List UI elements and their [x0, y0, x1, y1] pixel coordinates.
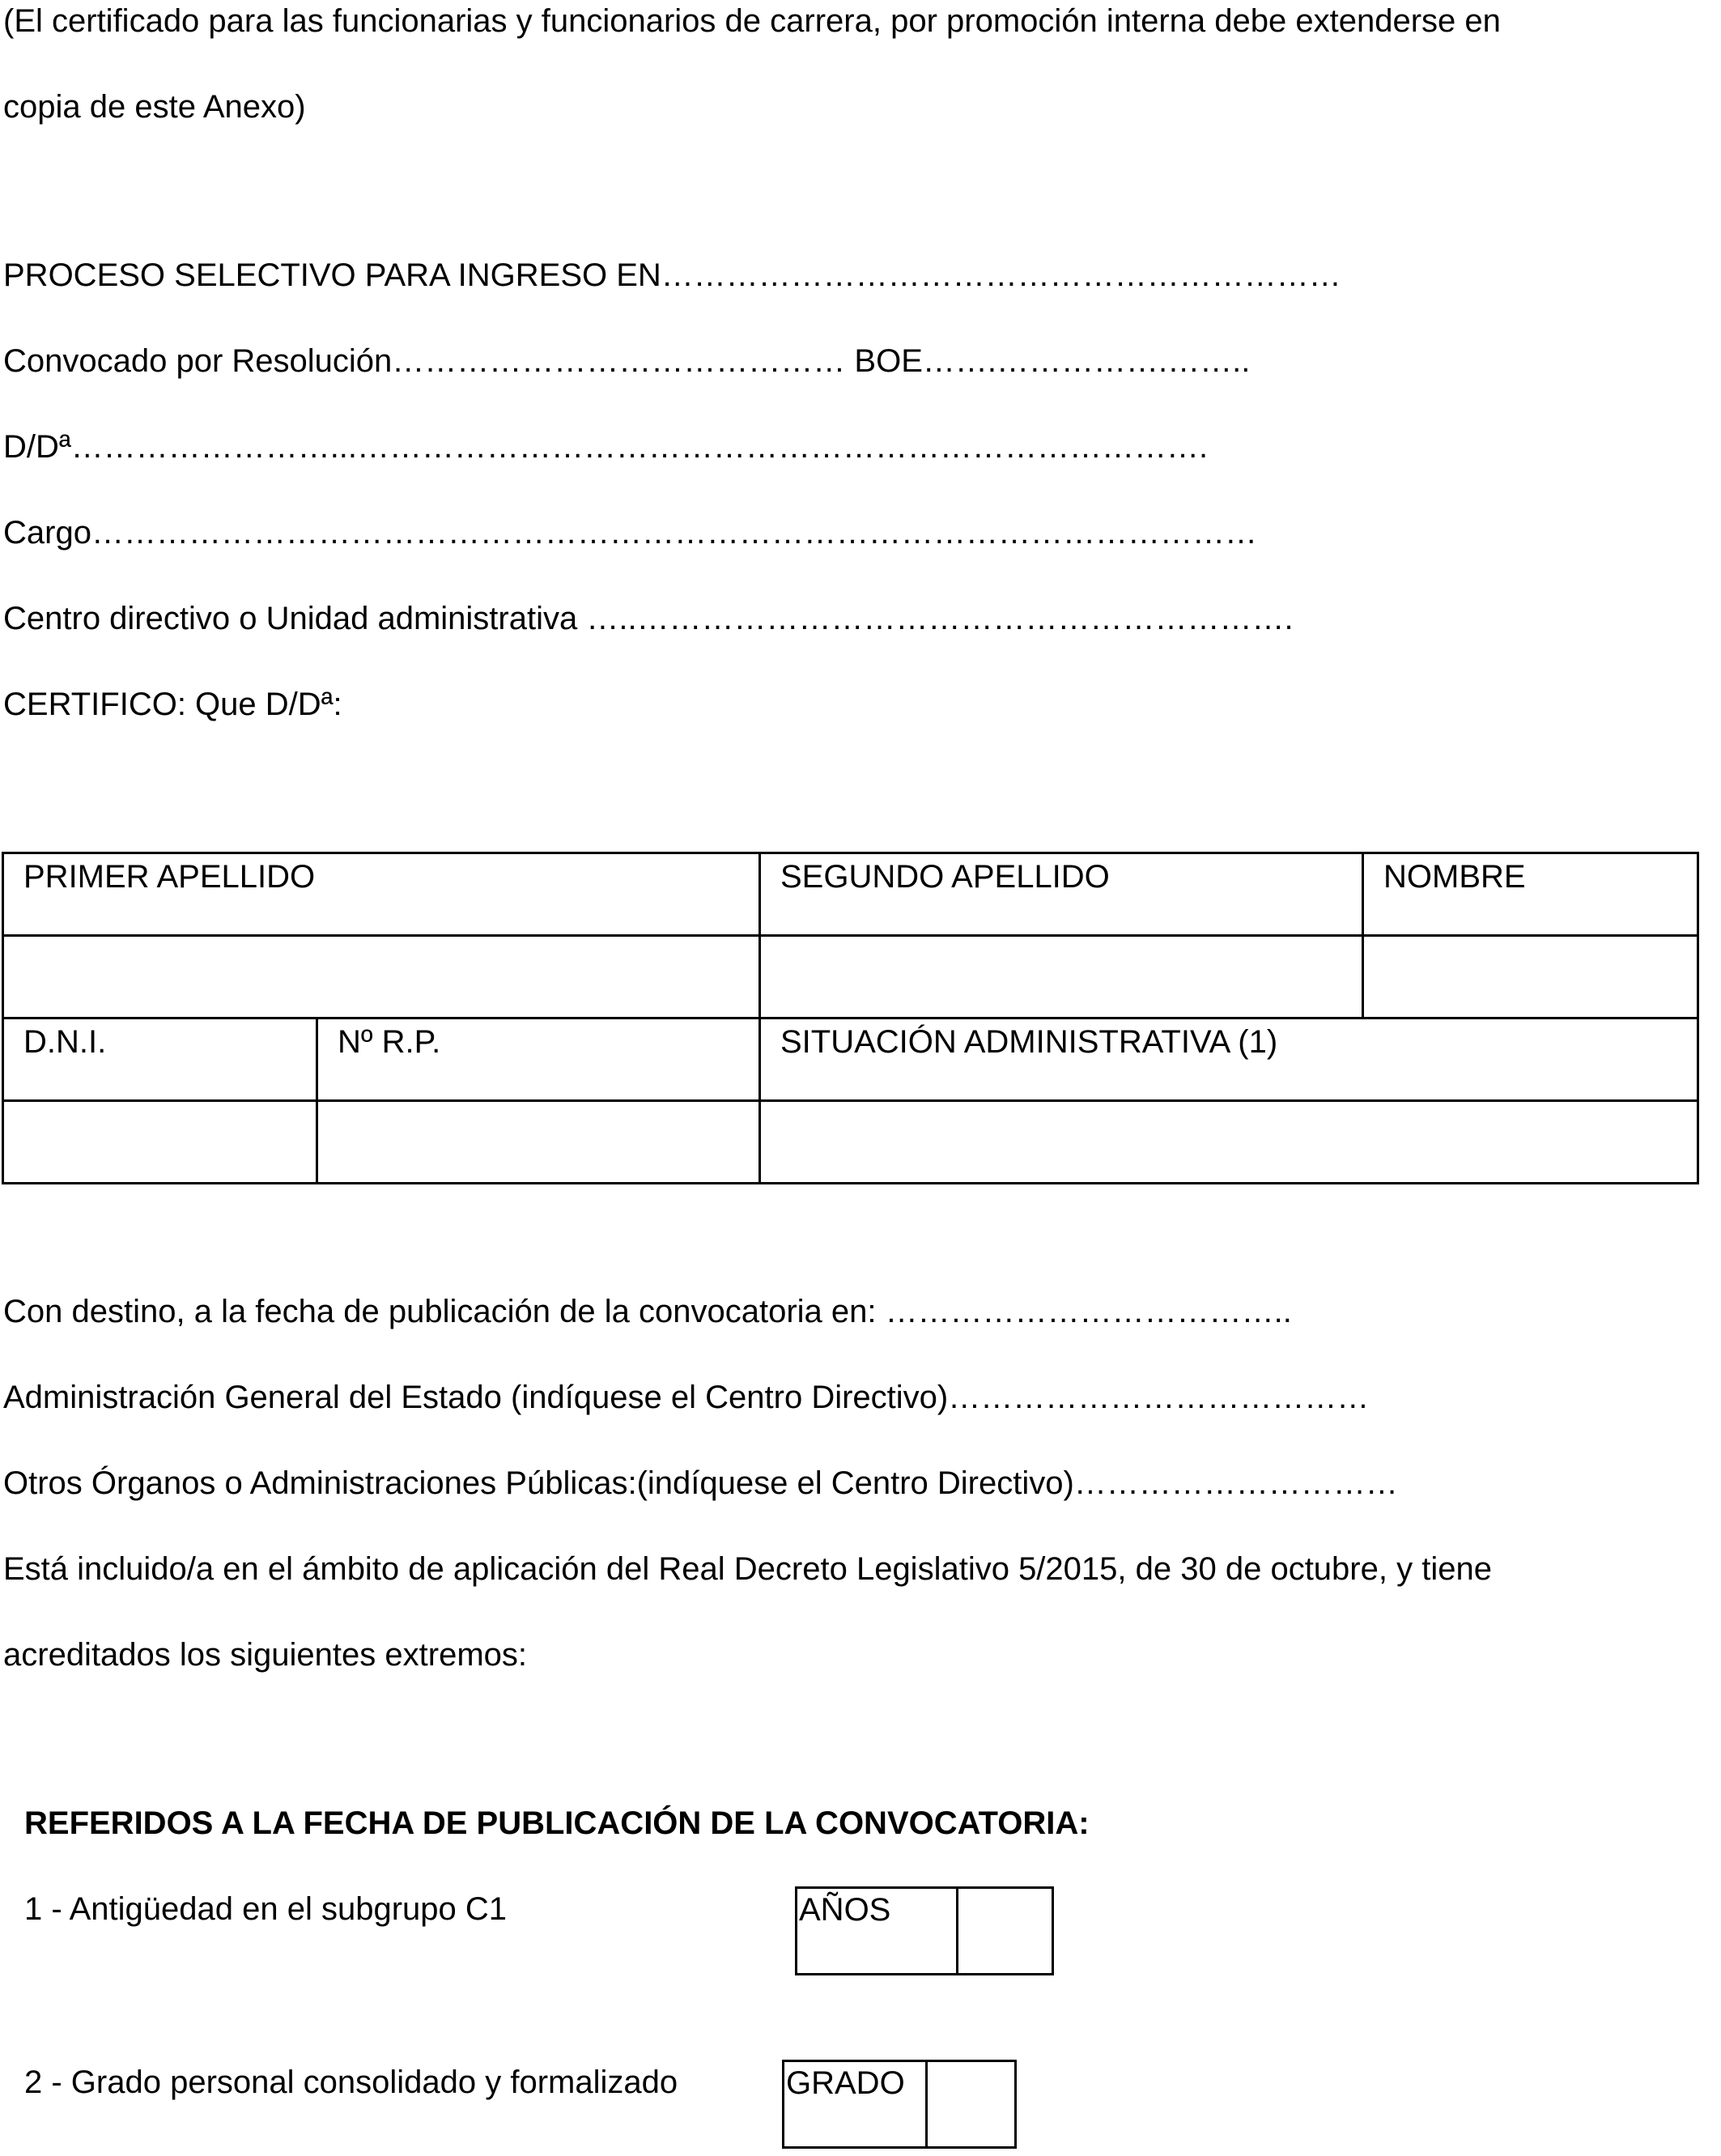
section-heading: REFERIDOS A LA FECHA DE PUBLICACIÓN DE LA CONVOCATORIA: [24, 1805, 1090, 1841]
anos-label: AÑOS [799, 1892, 891, 1928]
segundo-apellido-header: SEGUNDO APELLIDO [760, 853, 1363, 936]
ambito-line-2: acreditados los siguientes extremos: [3, 1637, 527, 1673]
dd-field[interactable]: D/Dª……………………...……………………………………………………………………. [3, 429, 1209, 465]
situacion-input[interactable] [760, 1101, 1698, 1184]
nombre-header: NOMBRE [1363, 853, 1698, 936]
cargo-field[interactable]: Cargo……………………………………………………………………………………………… [3, 515, 1257, 551]
otros-organos-line[interactable]: Otros Órganos o Administraciones Públicas:(indíquese el Centro Directivo)………………………… [3, 1465, 1398, 1501]
dni-input[interactable] [3, 1101, 317, 1184]
nombre-input[interactable] [1363, 936, 1698, 1018]
centro-field[interactable]: Centro directivo o Unidad administrativa …..……………………………………………………. [3, 601, 1294, 636]
personal-data-table [2, 852, 1699, 1184]
dni-header: D.N.I. [3, 1018, 317, 1101]
destino-line[interactable]: Con destino, a la fecha de publicación de la convocatoria en: ……………………………….. [3, 1294, 1292, 1329]
grado-input[interactable] [926, 2062, 1014, 2146]
intro-line-2: copia de este Anexo) [3, 89, 306, 125]
age-line[interactable]: Administración General del Estado (indíquese el Centro Directivo)………………………………… [3, 1380, 1370, 1415]
proceso-field[interactable]: PROCESO SELECTIVO PARA INGRESO EN……………………………………………………… [3, 257, 1341, 293]
antiguedad-label: 1 - Antigüedad en el subgrupo C1 [24, 1891, 507, 1927]
nrp-input[interactable] [317, 1101, 760, 1184]
grado-box-label: GRADO [786, 2065, 905, 2101]
ambito-line-1: Está incluido/a en el ámbito de aplicación del Real Decreto Legislativo 5/2015, de 30 de octubre, y tiene [3, 1551, 1492, 1587]
primer-apellido-header: PRIMER APELLIDO [3, 853, 760, 936]
nrp-header: Nº R.P. [317, 1018, 760, 1101]
convocado-field[interactable]: Convocado por Resolución…………………………………… BOE…….…………….…….. [3, 343, 1251, 379]
anos-input[interactable] [957, 1889, 1052, 1973]
primer-apellido-input[interactable] [3, 936, 760, 1018]
certifico-label: CERTIFICO: Que D/Dª: [3, 687, 342, 722]
situacion-header: SITUACIÓN ADMINISTRATIVA (1) [760, 1018, 1698, 1101]
segundo-apellido-input[interactable] [760, 936, 1363, 1018]
grado-label: 2 - Grado personal consolidado y formalizado [24, 2065, 678, 2100]
intro-line-1: (El certificado para las funcionarias y funcionarios de carrera, por promoción interna debe extenderse en [3, 3, 1501, 39]
